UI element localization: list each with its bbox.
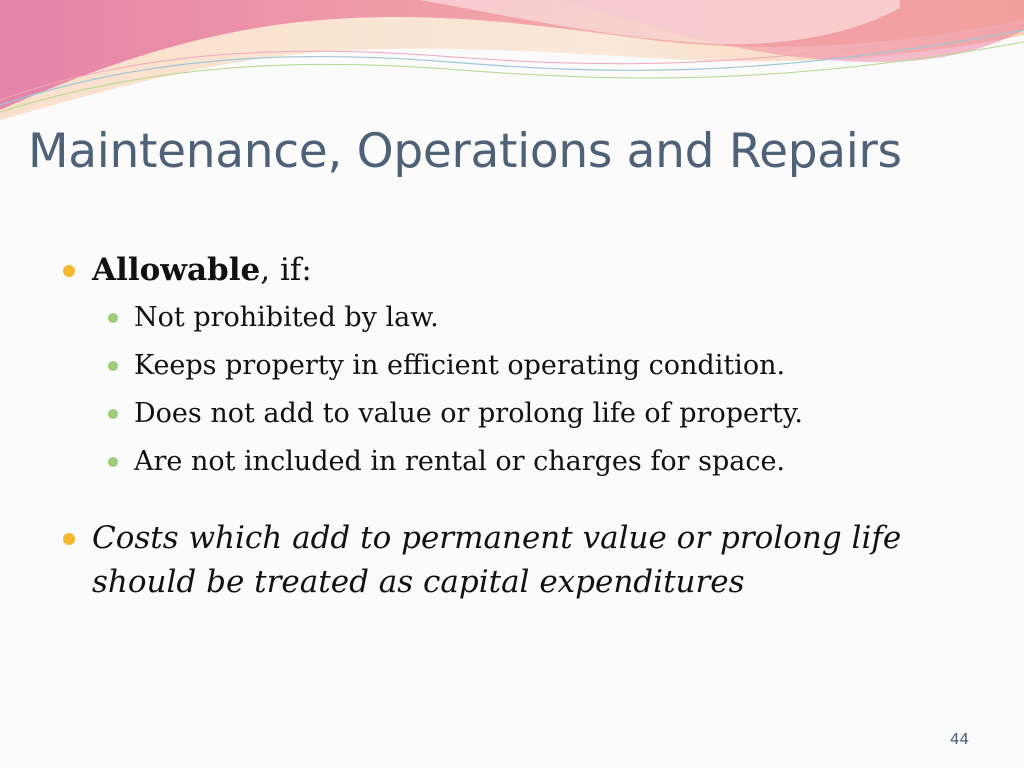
sub-bullet-text: Not prohibited by law. [134, 302, 439, 333]
bullet-item-allowable [60, 248, 960, 292]
sub-bullet-item [60, 294, 960, 342]
bullet-item-capital-note [60, 516, 960, 604]
allowable-sub-list [60, 294, 960, 486]
slide-number: 44 [950, 730, 970, 748]
sub-bullet-text: Are not included in rental or charges for space. [134, 446, 786, 477]
sub-bullet-dot-icon [108, 313, 118, 323]
sub-bullet-text: Keeps property in efficient operating condition. [134, 350, 786, 381]
bullet-list [60, 248, 960, 604]
bullet-dot-icon [63, 533, 75, 545]
spacer [60, 486, 960, 516]
slide-title: Maintenance, Operations and Repairs [28, 124, 902, 179]
allowable-term: Allowable [92, 252, 261, 288]
allowable-condition: , if: [260, 252, 312, 288]
sub-bullet-item [60, 342, 960, 390]
sub-bullet-dot-icon [108, 409, 118, 419]
sub-bullet-item [60, 438, 960, 486]
capital-note-text: Costs which add to permanent value or prolong life should be treated as capital expenditures [92, 520, 902, 600]
sub-bullet-text: Does not add to value or prolong life of property. [134, 398, 803, 429]
sub-bullet-item [60, 390, 960, 438]
decorative-wave-banner [0, 0, 1024, 120]
bullet-dot-icon [63, 265, 75, 277]
sub-bullet-dot-icon [108, 361, 118, 371]
sub-bullet-dot-icon [108, 457, 118, 467]
